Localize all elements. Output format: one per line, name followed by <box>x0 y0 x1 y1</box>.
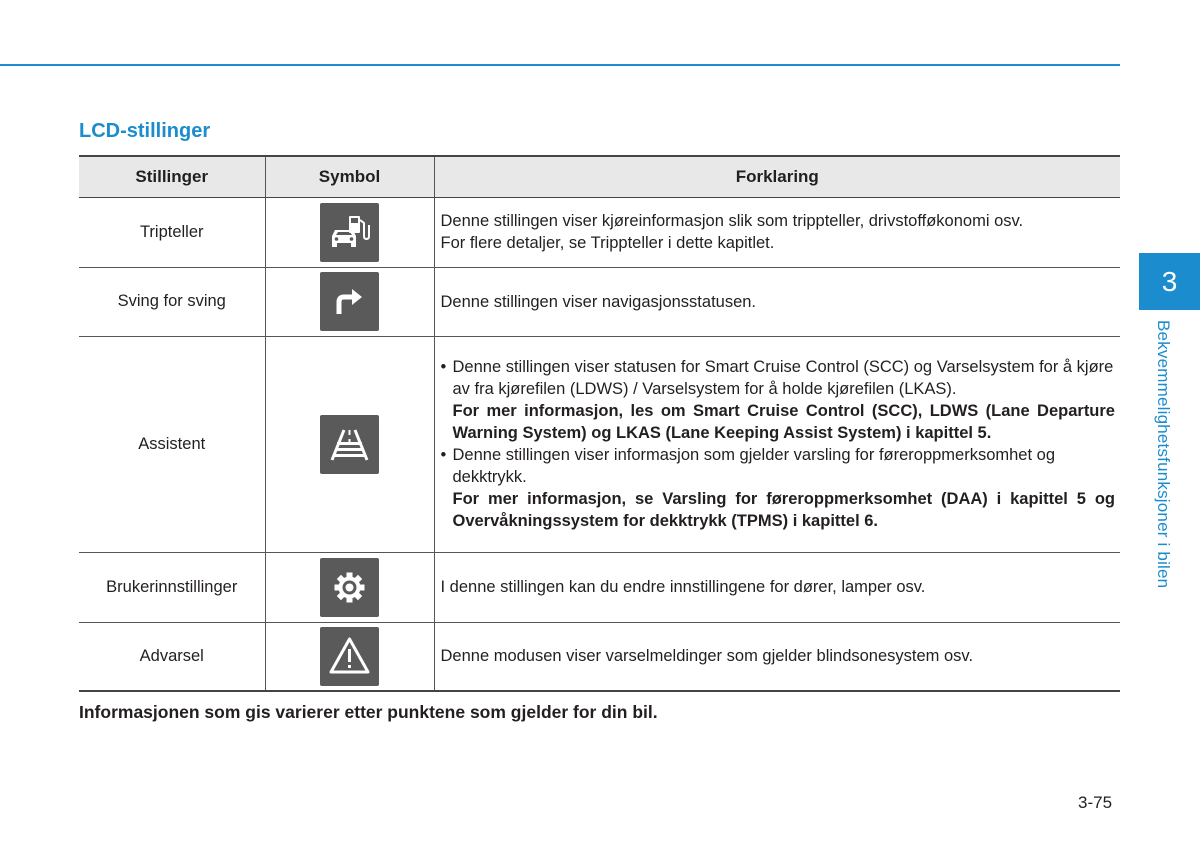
table-header-row <box>79 156 1120 197</box>
chapter-title: Bekvemmelighetsfunksjoner i bilen <box>1154 320 1173 589</box>
explanation-line: I denne stillingen kan du endre innstillingene for dører, lamper osv. <box>440 578 926 596</box>
table-row <box>79 336 1120 552</box>
header-symbol: Symbol <box>265 156 434 197</box>
symbol-cell <box>265 336 434 552</box>
gear-icon <box>320 558 379 617</box>
chapter-number-tab: 3 <box>1139 253 1200 310</box>
mode-cell: Sving for sving <box>79 267 265 336</box>
bullet-text: Denne stillingen viser informasjon som gjelder varsling for føreroppmerksomhet og dekktrykk. <box>452 446 1056 486</box>
top-rule <box>0 64 1120 66</box>
bullet-dot: • <box>440 446 447 464</box>
mode-cell: Assistent <box>79 336 265 552</box>
lcd-modes-table <box>79 155 1120 692</box>
mode-cell: Brukerinnstillinger <box>79 552 265 622</box>
explanation-cell <box>434 267 1120 336</box>
section-title: LCD-stillinger <box>79 120 211 142</box>
lane-assist-icon <box>320 415 379 474</box>
turn-arrow-icon <box>320 272 379 331</box>
page-number: 3-75 <box>1078 793 1113 812</box>
explanation-line: Denne stillingen viser kjøreinformasjon slik som trippteller, drivstofføkonomi osv. <box>440 212 1024 230</box>
explanation-cell <box>434 336 1120 552</box>
table-row <box>79 622 1120 691</box>
bullet-item <box>441 444 1116 488</box>
table-row <box>79 267 1120 336</box>
explanation-line: For flere detaljer, se Trippteller i dette kapitlet. <box>440 234 775 252</box>
explanation-cell <box>434 197 1120 267</box>
explanation-cell <box>434 552 1120 622</box>
explanation-line: Denne stillingen viser navigasjonsstatusen. <box>440 292 757 311</box>
header-mode: Stillinger <box>79 156 265 197</box>
footnote: Informasjonen som gis varierer etter punktene som gjelder for din bil. <box>79 702 658 722</box>
explanation-line: Denne modusen viser varselmeldinger som gjelder blindsonesystem osv. <box>440 647 974 666</box>
symbol-cell <box>265 197 434 267</box>
header-explanation: Forklaring <box>434 156 1120 197</box>
symbol-cell <box>265 267 434 336</box>
bullet-dot: • <box>440 358 447 376</box>
warning-triangle-icon <box>320 627 379 686</box>
bold-note: For mer informasjon, les om Smart Cruise Control (SCC), LDWS (Lane Departure Warning System) og LKAS (Lane Keeping Assist System) i kapittel 5. <box>452 402 1115 442</box>
fuel-car-icon <box>320 203 379 262</box>
symbol-cell <box>265 622 434 691</box>
mode-cell: Advarsel <box>79 622 265 691</box>
bold-note: For mer informasjon, se Varsling for føreroppmerksomhet (DAA) i kapittel 5 og Overvåkningssystem for dekktrykk (TPMS) i kapittel 6. <box>452 490 1115 530</box>
bullet-text: Denne stillingen viser statusen for Smart Cruise Control (SCC) og Varselsystem for å kjøre av fra kjørefilen (LDWS) / Varselsystem for å holde kjørefilen (LKAS). <box>452 358 1114 398</box>
bullet-item <box>441 356 1116 400</box>
symbol-cell <box>265 552 434 622</box>
table-row <box>79 552 1120 622</box>
table-row <box>79 197 1120 267</box>
mode-cell: Tripteller <box>79 197 265 267</box>
explanation-cell <box>434 622 1120 691</box>
